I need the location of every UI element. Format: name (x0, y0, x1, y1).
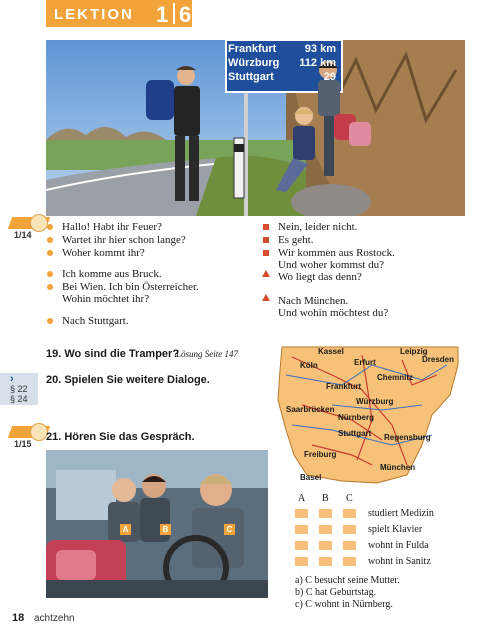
dialogue-line: Wartet ihr hier schon lange? (62, 234, 186, 246)
table-header: C (346, 493, 353, 504)
dialogue-line: Und woher kommst du? (278, 259, 385, 271)
table-row-label: wohnt in Sanitz (368, 556, 431, 567)
red-square-icon (263, 224, 269, 230)
road-sign-text: Frankfurt 93 km Würzburg 112 km Stuttgart 29 (228, 43, 336, 83)
red-square-icon (263, 250, 269, 256)
map-city: Stuttgart (338, 429, 372, 438)
orange-dot-icon (47, 318, 53, 324)
table-row-label: spielt Klavier (368, 524, 423, 535)
page-number: 18 (12, 612, 25, 624)
grammar-reference-box (0, 373, 38, 405)
photo-label-a: A (120, 524, 131, 535)
map-city: Würzburg (356, 397, 394, 406)
cd-icon (30, 214, 48, 232)
map-city: Chemnitz (377, 373, 413, 382)
dialogue-line: Nach Stuttgart. (62, 315, 129, 327)
answer-checkbox[interactable] (319, 541, 332, 550)
statement-a: a) C besucht seine Mutter. (295, 575, 400, 586)
statement-b: b) C hat Geburtstag. (295, 587, 377, 598)
dialogue-line: Nein, leider nicht. (278, 221, 358, 233)
answer-checkbox[interactable] (343, 525, 356, 534)
map-city: München (380, 463, 416, 472)
grammar-paragraph: § 24 (10, 394, 28, 404)
exercise-19-title: 19. Wo sind die Tramper? (46, 348, 180, 360)
photo-label-c: C (224, 524, 235, 535)
table-header: A (298, 493, 306, 504)
audio-track-marker (10, 426, 50, 452)
map-city: Nürnberg (338, 413, 374, 422)
dialogue-line: Wohin möchtet ihr? (62, 293, 150, 305)
dialogue-line: Es geht. (278, 234, 314, 246)
grammar-paragraph: § 22 (10, 384, 28, 394)
dialogue-line: Hallo! Habt ihr Feuer? (62, 221, 162, 233)
dialogue-line: Wo liegt das denn? (278, 271, 362, 283)
answer-checkbox[interactable] (343, 509, 356, 518)
hitchhikers-photo (46, 40, 465, 216)
exercise-19-solution-ref: Lösung Seite 147 (176, 349, 238, 359)
audio-track-number: 1/15 (14, 439, 32, 449)
dialogue-line: Nach München. (278, 295, 349, 307)
red-triangle-icon (262, 270, 270, 277)
map-city: Basel (300, 473, 322, 482)
answer-checkbox[interactable] (319, 525, 332, 534)
statement-c: c) C wohnt in Nürnberg. (295, 599, 393, 610)
orange-dot-icon (47, 250, 53, 256)
table-header: B (322, 493, 329, 504)
germany-map (272, 345, 460, 487)
answer-checkbox[interactable] (343, 541, 356, 550)
map-city: Dresden (422, 355, 455, 364)
red-triangle-icon (262, 294, 270, 301)
lesson-header (46, 0, 192, 27)
map-city: Saarbrücken (286, 405, 335, 414)
orange-dot-icon (47, 271, 53, 277)
lesson-label: LEKTION (54, 6, 134, 23)
audio-track-marker (10, 217, 50, 243)
page-number-word: achtzehn (34, 613, 75, 624)
table-row-label: wohnt in Fulda (368, 540, 429, 551)
answer-checkbox[interactable] (295, 509, 308, 518)
answer-checkbox[interactable] (319, 509, 332, 518)
table-row-label: studiert Medizin (368, 508, 434, 519)
lesson-number-left: 1 (156, 2, 169, 27)
dialogue-line: Wir kommen aus Rostock. (278, 247, 395, 259)
orange-dot-icon (47, 237, 53, 243)
map-city: Köln (300, 361, 318, 370)
answer-checkbox[interactable] (295, 525, 308, 534)
lesson-number-right: 6 (179, 2, 192, 27)
map-city: Leipzig (400, 347, 428, 356)
map-city: Erfurt (354, 358, 376, 367)
car-photo (46, 450, 268, 598)
lesson-number-divider (173, 3, 175, 24)
answer-checkbox[interactable] (295, 557, 308, 566)
answer-checkbox[interactable] (295, 541, 308, 550)
map-city: Frankfurt (326, 382, 362, 391)
photo-label-b: B (160, 524, 171, 535)
answer-checkbox[interactable] (343, 557, 356, 566)
answer-checkbox[interactable] (319, 557, 332, 566)
exercise-20-title: 20. Spielen Sie weitere Dialoge. (46, 374, 210, 386)
arrow-icon: › (10, 373, 14, 385)
dialogue-line: Ich komme aus Bruck. (62, 268, 162, 280)
dialogue-line: Woher kommt ihr? (62, 247, 145, 259)
dialogue-line: Und wohin möchtest du? (278, 307, 389, 319)
red-square-icon (263, 237, 269, 243)
orange-dot-icon (47, 284, 53, 290)
map-city: Regensburg (384, 433, 431, 442)
audio-track-number: 1/14 (14, 230, 32, 240)
map-city: Kassel (318, 347, 344, 356)
orange-dot-icon (47, 224, 53, 230)
exercise-21-title: 21. Hören Sie das Gespräch. (46, 431, 195, 443)
map-city: Freiburg (304, 450, 337, 459)
dialogue-line: Bei Wien. Ich bin Österreicher. (62, 281, 199, 293)
